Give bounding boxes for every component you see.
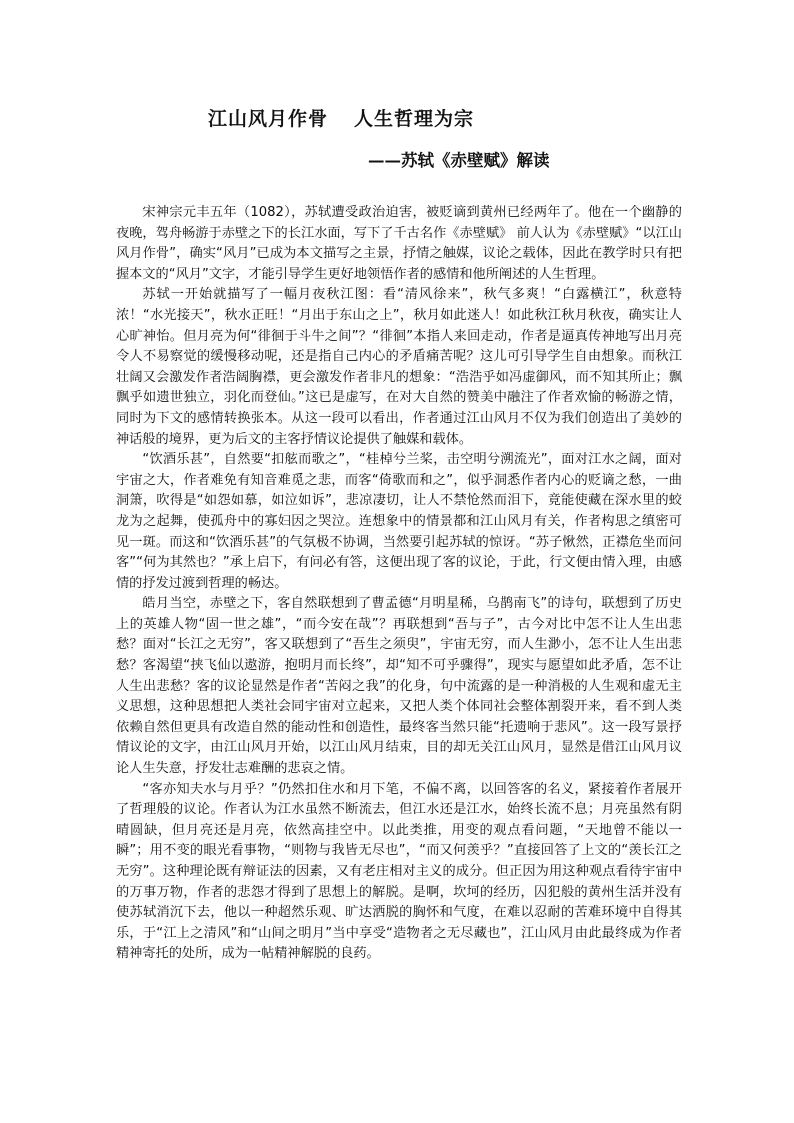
paragraph-1: 宋神宗元丰五年（1082），苏轼遭受政治迫害，被贬谪到黄州已经两年了。他在一个幽静的夜晚，驾舟畅游于赤壁之下的长江水面，写下了千古名作《赤壁赋》 前人认为《赤壁赋》“以江山风月作骨”，确实“风月”已成为本文描写之主景，抒情之触媒，议论之载体，因此在教学时只有把握本文的“风月”文字，才能引导学生更好地领悟作者的感情和他所阐述的人生哲理。 [116,205,682,282]
page-subtitle: ——苏轼《赤壁赋》解读 [368,151,550,170]
paragraph-2: 苏轼一开始就描写了一幅月夜秋江图：看“清风徐来”，秋气多爽！“白露横江”，秋意特浓！“水光接天”，秋水正旺！“月出于东山之上”，秋月如此迷人！如此秋江秋月秋夜，确实让人心旷神怡。但月亮为何“徘徊于斗牛之间”？“徘徊”本指人来回走动，作者是逼真传神地写出月亮令人不易察觉的缓慢移动呢，还是指自己内心的矛盾痛苦呢？这儿可引导学生自由想象。而秋江壮阔又会激发作者浩阔胸襟，更会激发作者非凡的想象：“浩浩乎如冯虚御风，而不知其所止；飘飘乎如遗世独立，羽化而登仙。”这已是虚写，在对大自然的赞美中融注了作者欢愉的畅游之情，同时为下文的感情转换张本。从这一段可以看出，作者通过江山风月不仅为我们创造出了美妙的神话般的境界，更为后文的主客抒情议论提供了触媒和载体。 [116,287,683,447]
title-part-2: 人生哲理为宗 [354,108,475,130]
article-body [116,203,682,965]
paragraph-3: “饮酒乐甚”，自然要“扣舷而歌之”，“桂棹兮兰桨，击空明兮溯流光”，面对江水之阔，面对宇宙之大，作者难免有知音难觅之悲，而客“倚歌而和之”，似乎洞悉作者内心的贬谪之愁，一曲洞箫，吹得是“如怨如慕，如泣如诉”，悲凉凄切，让人不禁怆然而泪下，竟能使藏在深水里的蛟龙为之起舞，使孤舟中的寡妇因之哭泣。连想象中的情景都和江山风月有关，作者构思之缜密可见一斑。而这和“饮酒乐甚”的气氛极不协调，当然要引起苏轼的惊讶。“苏子愀然，正襟危坐而问客”“何为其然也？”承上启下，有问必有答，这便出现了客的议论，于此，行文便由情入理，由感情的抒发过渡到哲理的畅达。 [116,452,682,591]
paragraph-4: 皓月当空，赤壁之下，客自然联想到了曹孟德“月明星稀，乌鹊南飞”的诗句，联想到了历史上的英雄人物“固一世之雄”，“而今安在哉”？再联想到“吾与子”，古今对比中怎不让人生出悲愁？面对“长江之无穷”，客又联想到了“吾生之须臾”，宇宙无穷，而人生渺小，怎不让人生出悲愁？客渴望“挟飞仙以遨游，抱明月而长终”，却“知不可乎骤得”，现实与愿望如此矛盾，怎不让人生出悲愁？客的议论显然是作者“苦闷之我”的化身，句中流露的是一种消极的人生观和虚无主义思想，这种思想把人类社会同宇宙对立起来，又把人类个体同社会整体割裂开来，看不到人类依赖自然但更具有改造自然的能动性和创造性，最终客当然只能“托遗响于悲风”。这一段写景抒情议论的文字，由江山风月开始，以江山风月结束，目的却无关江山风月，显然是借江山风月议论人生失意，抒发壮志难酬的悲哀之情。 [116,596,682,777]
page-title [208,104,688,131]
title-part-1: 江山风月作骨 [208,108,329,130]
paragraph-5: “客亦知夫水与月乎？”仍然扣住水和月下笔，不偏不离，以回答客的名义，紧接着作者展开了哲理般的议论。作者认为江水虽然不断流去，但江水还是江水，始终长流不息；月亮虽然有阴晴圆缺，但月亮还是月亮，依然高挂空中。以此类推，用变的观点看问题，“天地曾不能以一瞬”；用不变的眼光看事物，“则物与我皆无尽也”，“而又何羡乎？”直接回答了上文的“羡长江之无穷”。这种理论既有辩证法的因素，又有老庄相对主义的成分。但正因为用这种观点看待宇宙中的万事万物，作者的悲怨才得到了思想上的解脱。是啊，坎坷的经历，囚犯般的黄州生活并没有使苏轼消沉下去，他以一种超然乐观、旷达洒脱的胸怀和气度，在难以忍耐的苦难环境中自得其乐，于“江上之清风”和“山间之明月”当中享受“造物者之无尽藏也”，江山风月由此最终成为作者精神寄托的处所，成为一帖精神解脱的良药。 [116,781,683,962]
